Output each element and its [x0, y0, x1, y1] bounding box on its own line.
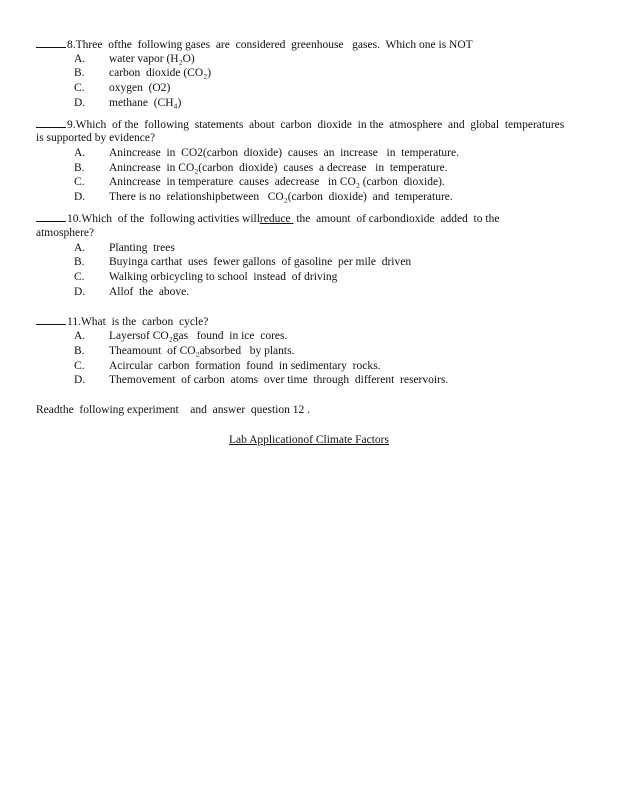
- option-text: methane (CH₄): [109, 97, 182, 109]
- option-letter: D.: [74, 97, 86, 109]
- question-10-stem-continued: atmosphere?: [36, 227, 95, 239]
- option-letter: C.: [74, 176, 85, 188]
- option-text: Anincrease in CO2(carbon dioxide) causes an increase in temperature.: [109, 147, 459, 159]
- option-letter: C.: [74, 82, 85, 94]
- question-9-stem: 9.Which of the following statements about carbon dioxide in the atmosphere and global temperatures: [36, 117, 564, 132]
- instruction-text: Readthe following experiment and answer question 12 .: [36, 404, 311, 416]
- question-11-stem: 11.What is the carbon cycle?: [36, 314, 208, 329]
- option-text: Theamount of CO₂absorbed by plants.: [109, 345, 295, 357]
- option-text: oxygen (O2): [109, 82, 171, 94]
- answer-blank[interactable]: [36, 314, 66, 325]
- answer-blank[interactable]: [36, 37, 66, 48]
- option-text: Walking orbicycling to school instead of driving: [109, 271, 338, 283]
- option-letter: A.: [74, 53, 86, 65]
- option-letter: D.: [74, 286, 86, 298]
- option-text: Allof the above.: [109, 286, 190, 298]
- option-letter: B.: [74, 345, 85, 357]
- option-text: Anincrease in temperature causes adecrease in CO₂ (carbon dioxide).: [109, 176, 445, 188]
- option-letter: D.: [74, 374, 86, 386]
- option-letter: C.: [74, 360, 85, 372]
- lab-title: Lab Applicationof Climate Factors: [228, 434, 389, 446]
- emphasis-word: reduce: [259, 213, 294, 225]
- option-text: water vapor (H₂O): [109, 53, 195, 65]
- option-letter: D.: [74, 191, 86, 203]
- question-9-stem-continued: is supported by evidence?: [36, 132, 156, 144]
- option-letter: A.: [74, 147, 86, 159]
- option-letter: A.: [74, 330, 86, 342]
- option-text: Themovement of carbon atoms over time through different reservoirs.: [109, 374, 449, 386]
- option-text: Layersof CO₂gas found in ice cores.: [109, 330, 288, 342]
- option-letter: B.: [74, 162, 85, 174]
- option-text: Planting trees: [109, 242, 175, 254]
- option-text: Buyinga carthat uses fewer gallons of gasoline per mile driven: [109, 256, 412, 268]
- option-text: Acircular carbon formation found in sedimentary rocks.: [109, 360, 381, 372]
- option-letter: C.: [74, 271, 85, 283]
- question-10-stem: 10.Which of the following activities willreduce the amount of carbondioxide added to the: [36, 211, 499, 226]
- option-text: There is no relationshipbetween CO₂(carbon dioxide) and temperature.: [109, 191, 453, 203]
- question-8-stem: 8.Three ofthe following gases are considered greenhouse gases. Which one is NOT: [36, 37, 473, 52]
- option-letter: B.: [74, 256, 85, 268]
- answer-blank[interactable]: [36, 117, 66, 128]
- option-text: carbon dioxide (CO₂): [109, 67, 212, 79]
- answer-blank[interactable]: [36, 211, 66, 222]
- option-letter: B.: [74, 67, 85, 79]
- option-letter: A.: [74, 242, 86, 254]
- option-text: Anincrease in CO₂(carbon dioxide) causes a decrease in temperature.: [109, 162, 448, 174]
